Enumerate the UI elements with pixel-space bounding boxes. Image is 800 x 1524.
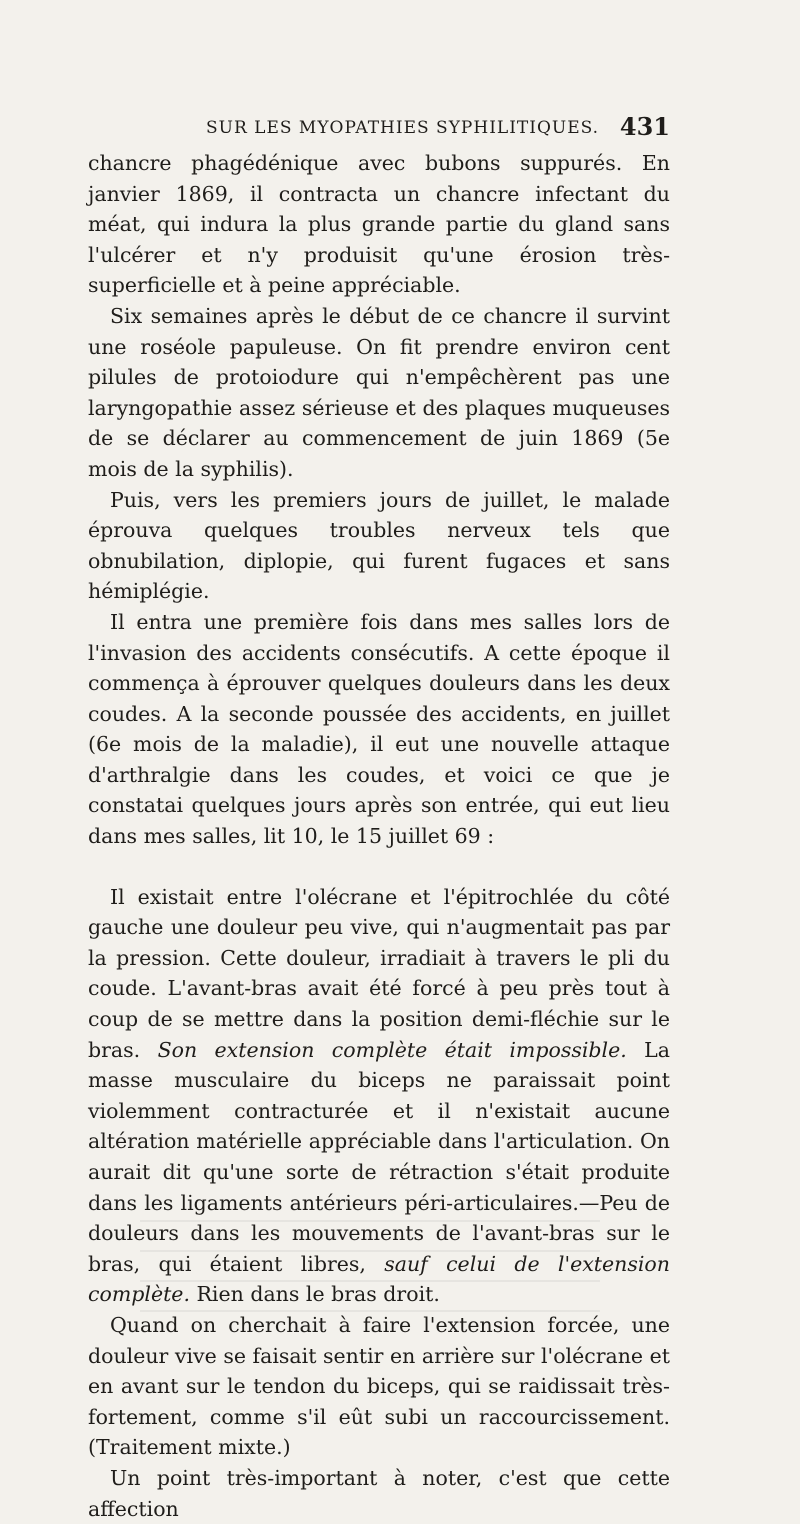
paragraph-gap: [88, 852, 670, 882]
paragraph-2: Six semaines après le début de ce chancre il survint une roséole papuleuse. On fit prendre environ cent pilules de protoiodure qui n'empêchèrent pas une laryngopathie assez sérieuse et des plaques muqueuses de se déclarer au commencement de juin 1869 (5e mois de la syphilis).: [88, 303, 670, 481]
paragraph-6: Quand on cherchait à faire l'extension forcée, une douleur vive se faisait sentir en arrière sur l'olécrane et en avant sur le tendon du biceps, qui se raidissait très-fortement, comme s'il eût subi un raccourcissement. (Traitement mixte.): [88, 1312, 670, 1460]
paragraph-5-text-b: La masse musculaire du biceps ne paraissait point violemment contracturée et il n'existait aucune altération matérielle appréciable dans l'articulation. On aurait dit qu'une sorte de rétraction s'était produite dans les ligaments antérieurs péri-articulaires.—Peu de douleurs dans les mouvements de l'avant-bras sur le bras, qui étaient libres,: [88, 1037, 670, 1276]
paragraph-5-text-a: Il existait entre l'olécrane et l'épitrochlée du côté gauche une douleur peu vive, qui n'augmentait pas par la pression. Cette douleur, irradiait à travers le pli du coude. L'avant-bras avait été forcé à peu près tout à coup de se mettre dans la position demi-fléchie sur le bras.: [88, 884, 670, 1062]
paragraph-5-italic-b: sauf celui de l'extension complète.: [88, 1251, 670, 1307]
paragraph-7: Un point très-important à noter, c'est que cette affection: [88, 1465, 670, 1521]
paragraph-1: chancre phagédénique avec bubons suppurés. En janvier 1869, il contracta un chancre infectant du méat, qui indura la plus grande partie du gland sans l'ulcérer et n'y produisit qu'une érosion très-superficielle et à peine appréciable.: [88, 151, 670, 298]
running-head: SUR LES MYOPATHIES SYPHILITIQUES.: [206, 118, 600, 138]
paragraph-5-italic-a: Son extension complète était impossible.: [157, 1037, 627, 1062]
paragraph-4: Il entra une première fois dans mes salles lors de l'invasion des accidents consécutifs. A cette époque il commença à éprouver quelques douleurs dans les deux coudes. A la seconde poussée des accidents, en juillet (6e mois de la maladie), il eut une nouvelle attaque d'arthralgie dans les coudes, et voici ce que je constatai quelques jours après son entrée, qui eut lieu dans mes salles, lit 10, le 15 juillet 69 :: [88, 609, 670, 849]
paragraph-3: Puis, vers les premiers jours de juillet, le malade éprouva quelques troubles nerveux tels que obnubilation, diplopie, qui furent fugaces et sans hémiplégie.: [88, 487, 670, 604]
paragraph-5-text-c: Rien dans le bras droit.: [196, 1282, 440, 1307]
page-header: [88, 112, 670, 142]
page-number: 431: [619, 112, 670, 141]
show-through-texture: [140, 1220, 600, 1330]
